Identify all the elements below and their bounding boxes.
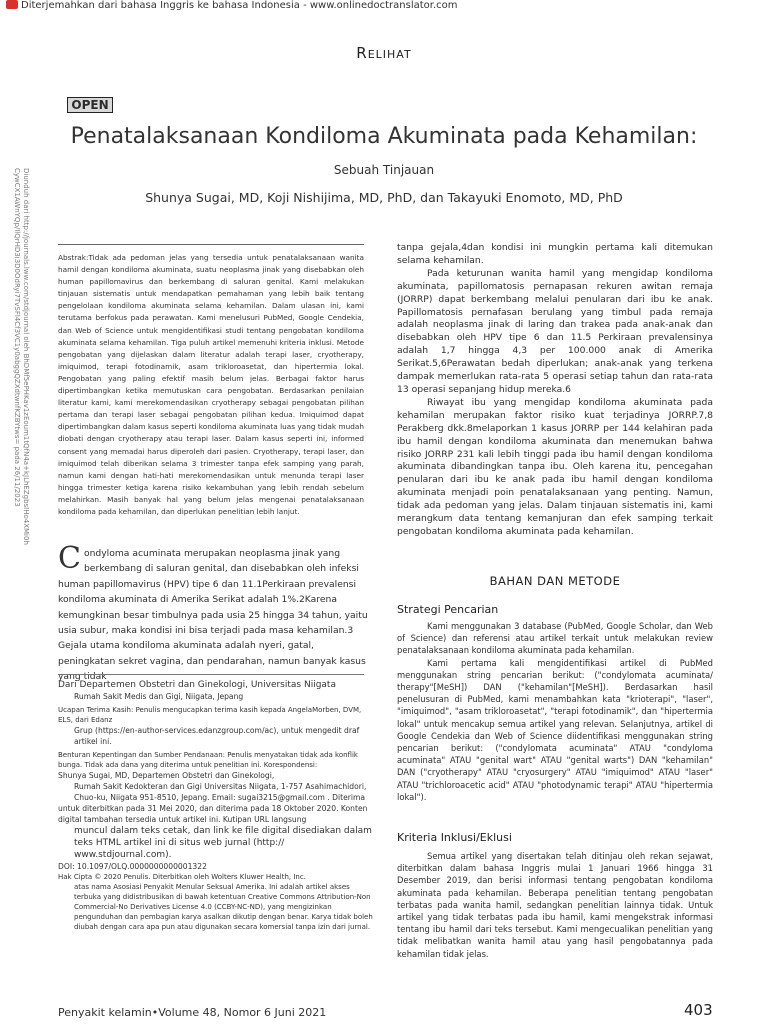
intro-paragraph-jorrp: Pada keturunan wanita hamil yang mengidap kondiloma akuminata, papillomatosis pernapasan rekuren awitan remaja (JORRP) dapat berkembang melalui penularan dari ibu ke anak. Papillomatosis pernafasan berulang yang timbul pada remaja adalah neoplasma jinak di laring dan trakea pada anak-anak dan disebabkan oleh HPV tipe 6 dan 11.5 Perkiraan prevalensinya adalah 1,7 hingga 4,3 per 100.000 anak di Amerika Serikat.5,6Perawatan bedah diperlukan; anak-anak yang terkena dampak memerlukan rata-rata 5 operasi setiap tahun dan rata-rata 13 operasi sepanjang hidup mereka.6	[397, 267, 713, 395]
acknowledgment-group[interactable]: Grup (https://en-author-services.edanzgroup.com/ac), untuk mengedit draf artikel ini.	[74, 726, 360, 746]
license-text: atas nama Asosiasi Penyakit Menular Seksual Amerika. Ini adalah artikel akses terbuka yang didistribusikan di bawah ketentuan Creative Commons Attribution-Non Commercial-No Derivatives License 4.0 (CCBY-NC-ND), yang mengizinkan pengunduhan dan pembagian karya asalkan dikutip dengan benar. Karya tidak boleh diubah dengan cara apa pun atau digunakan secara komersial tanpa izin dari jurnal.	[74, 883, 373, 931]
criteria-heading: Kriteria Inklusi/Eklusi	[397, 831, 512, 844]
criteria-text	[397, 850, 713, 960]
doi[interactable]: DOI: 10.1097/OLQ.0000000000001322	[58, 862, 207, 871]
search-paragraph-1: Kami menggunakan 3 database (PubMed, Google Scholar, dan Web of Science) dan referensi atau artikel terkait untuk melakukan review penatalaksanaan kondiloma akuminata pada kehamilan.	[397, 621, 713, 656]
page-number: 403	[684, 1001, 713, 1019]
intro-paragraph-risk: Riwayat ibu yang mengidap kondiloma akuminata pada kehamilan merupakan faktor risiko kuat terjadinya JORRP.7,8 Perakberg dkk.8melaporkan 1 kasus JORRP per 144 kelahiran pada ibu hamil dengan kondiloma akuminata dan menemukan bahwa risiko JORRP 231 kali lebih tinggi pada ibu hamil dengan kondiloma akuminata dibandingkan tanpa ibu. Oleh karena itu, pencegahan penularan dari ibu ke anak pada ibu hamil dengan kondiloma akuminata menjadi poin penatalaksanaan yang penting. Namun, tidak ada pedoman yang jelas. Dalam tinjauan sistematis ini, kami merangkum data tentang kemanjuran dan efek samping terkait pengobatan kondiloma akuminata pada kehamilan.	[397, 396, 713, 537]
submission-dates: untuk diterbitkan pada 31 Mei 2020, dan diterima pada 18 Oktober 2020. Konten digital tambahan tersedia untuk artikel ini. Kutipan URL langsung	[58, 804, 368, 824]
search-strategy-text	[397, 620, 713, 803]
affiliation: Dari Departemen Obstetri dan Ginekologi, Universitas Niigata	[58, 680, 336, 690]
right-column-intro	[397, 242, 713, 539]
correspondence-address[interactable]: Rumah Sakit Kedokteran dan Gigi Universitas Niigata, 1-757 Asahimachidori, Chuo-ku, Niigata 951-8510, Jepang. Email: sugai3215@gmail.com . Diterima	[74, 782, 367, 802]
open-access-badge: OPEN	[67, 97, 113, 113]
acknowledgment: Ucapan Terima Kasih: Penulis mengucapkan terima kasih kepada AngelaMorben, DVM, ELS, dari Edanz	[58, 706, 362, 724]
article-title: Penatalaksanaan Kondiloma Akuminata pada Kehamilan:	[70, 124, 698, 149]
translator-logo-icon	[6, 0, 18, 9]
affiliation-hospital: Rumah Sakit Medis dan Gigi, Niigata, Jepang	[74, 692, 244, 701]
download-watermark: Diunduh dari http://journals.lww.com/stdjournal oleh BhDMf5ePHKav1zEoum1tQfN4a+kJLhEZgbsIHo4XMi0hCywCX1AWnYQp/IlQrHD3i3D0OdRyi7TvSFl4Cf3VC1y0abggQZXdtwnfKZBYtws= pada 26/11/2023	[13, 168, 30, 545]
translation-banner[interactable]	[6, 0, 458, 11]
journal-footer: Penyakit kelamin•Volume 48, Nomor 6 Juni 2021	[58, 1006, 327, 1019]
footnotes	[58, 679, 378, 932]
drop-cap: C	[58, 541, 81, 576]
search-strategy-heading: Strategi Pencarian	[397, 603, 499, 616]
copyright: Hak Cipta © 2020 Penulis. Diterbitkan oleh Wolters Kluwer Health, Inc.	[58, 873, 306, 881]
intro-continued: tanpa gejala,4dan kondisi ini mungkin pertama kali ditemukan selama kehamilan.	[397, 242, 713, 266]
introduction	[58, 541, 368, 685]
abstract-divider	[58, 244, 364, 245]
article-authors: Shunya Sugai, MD, Koji Nishijima, MD, PhD, dan Takayuki Enomoto, MD, PhD	[145, 190, 623, 205]
search-paragraph-2: Kami pertama kali mengidentifikasi artikel di PubMed menggunakan string pencarian berikut: ("condylomata acuminata/ therapy"[MeSH]) DAN ("kehamilan"[MeSH]). Berdasarkan hasil penelusuran di PubMed, kami menambahkan kata "krioterapi", "laser", "imiquimod", "asam trikloroasetat", "terapi fotodinamik", dan "hipertermia lokal" untuk mencakup semua artikel yang relevan. Selanjutnya, artikel di Google Cendekia dan Web of Science diidentifikasi menggunakan string pencarian berikut: ("condylomata acuminata" ATAU "condyloma acuminata" ATAU "genital wart" ATAU "genital warts") DAN "kehamilan" DAN ("cryotherapy" ATAU "cryosurgery" ATAU "imiquimod" ATAU "laser" ATAU "trichloroacetic acid" ATAU "photodynamic terapi" ATAU "hipertermia lokal").	[397, 657, 713, 802]
abstract-label: Abstrak:	[58, 253, 89, 262]
abstract	[58, 252, 364, 518]
conflict-statement: Benturan Kepentingan dan Sumber Pendanaan: Penulis menyatakan tidak ada konflik bunga. Tidak ada dana yang diterima untuk penelitian ini. Korespondensi:	[58, 751, 358, 769]
translation-banner-text: Diterjemahkan dari bahasa Inggris ke bahasa Indonesia - www.onlinedoctranslator.com	[21, 0, 458, 11]
introduction-text: ondyloma acuminata merupakan neoplasma jinak yang berkembang di saluran genital, dan disebabkan oleh infeksi human papillomavirus (HPV) tipe 6 dan 11.1Perkiraan prevalensi kondiloma akuminata di Amerika Serikat adalah 1%.2Karena kemungkinan besar timbulnya pada usia 25 hingga 34 tahun, yaitu usia subur, maka kondisi ini bisa terjadi pada masa kehamilan.3 Gejala utama kondiloma akuminata adalah nyeri, gatal, peningkatan sekret vagina, dan pendarahan, namun banyak kasus yang tidak	[58, 548, 368, 683]
footnote-divider	[58, 674, 364, 675]
article-subtitle: Sebuah Tinjauan	[333, 163, 435, 177]
section-label: Relihat	[356, 44, 412, 62]
methods-heading: BAHAN DAN METODE	[489, 574, 621, 588]
correspondence-name: Shunya Sugai, MD, Departemen Obstetri dan Ginekologi,	[58, 771, 275, 780]
abstract-text: Tidak ada pedoman jelas yang tersedia untuk penatalaksanaan wanita hamil dengan kondiloma akuminata, suatu neoplasma jinak yang disebabkan oleh human papillomavirus dan berkembang di saluran genital. Kami melakukan tinjauan sistematis untuk mendapatkan pemahaman yang lebih baik tentang pengelolaan kondiloma akuminata selama kehamilan. Dalam ulasan ini, kami terutama berfokus pada perawatan. Kami menelusuri PubMed, Google Cendekia, dan Web of Science untuk mengidentifikasi studi tentang pengobatan kondiloma akuminata selama kehamilan. Tiga puluh artikel memenuhi kriteria inklusi. Metode pengobatan yang dijelaskan dalam literatur adalah terapi laser, cryotherapy, imiquimod, terapi fotodinamik, asam trikloroasetat, dan hipertermia lokal. Pengobatan yang paling efektif masih belum jelas. Berbagai faktor harus dipertimbangkan ketika memutuskan cara pengobatan. Berdasarkan penilaian literatur kami, kami merekomendasikan cryotherapy sebagai pengobatan pilihan pertama dan terapi laser sebagai pengobatan pilihan kedua. Imiquimod dapat dipertimbangkan dalam kasus seperti kondiloma akuminata luas yang tidak mudah diobati dengan cryotherapy atau terapi laser. Dalam kasus seperti ini, informed consent yang memadai harus diperoleh dari pasien. Cryotherapy, terapi laser, dan imiquimod telah diberikan selama 3 trimester tanpa efek samping yang parah, namun kami dengan hati-hati merekomendasikan untuk menunda terapi laser hingga trimester ketiga karena risiko kekambuhan yang lebih rendah sebelum melahirkan. Masih banyak hal yang belum jelas mengenai penatalaksanaan kondiloma pada kehamilan, dan diperlukan penelitian lebih lanjut.	[58, 253, 364, 516]
criteria-paragraph: Semua artikel yang disertakan telah ditinjau oleh rekan sejawat, diterbitkan dalam bahasa Inggris mulai 1 Januari 1966 hingga 31 Desember 2019, dan berisi informasi tentang pengobatan kondiloma akuminata pada kehamilan. Beberapa penelitian tentang pengobatan terbatas pada wanita hamil, sedangkan penelitian lainnya tidak. Untuk artikel yang tidak terbatas pada ibu hamil, kami mengekstrak informasi tentang ibu hamil dari teks tersebut. Kami mengecualikan penelitian yang tidak melibatkan wanita hamil atau yang hasil pengobatannya pada kehamilan tidak jelas.	[397, 851, 713, 959]
digital-content-note[interactable]: muncul dalam teks cetak, dan link ke file digital disediakan dalam teks HTML artikel ini di situs web jurnal (http:// www.stdjournal.com).	[74, 826, 372, 860]
